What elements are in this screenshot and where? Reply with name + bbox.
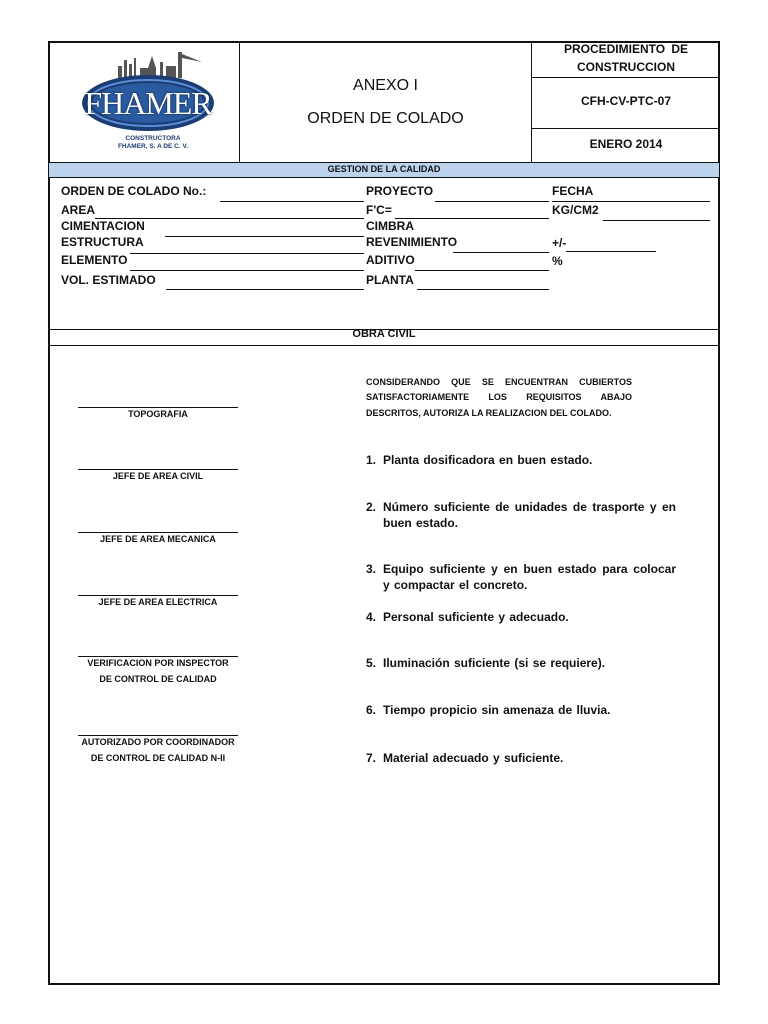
- field-line-proyecto[interactable]: [435, 201, 549, 202]
- annex-title: ANEXO I: [353, 77, 418, 94]
- field-line-revenimiento[interactable]: [453, 252, 549, 253]
- field-label-revenimiento: REVENIMIENTO: [366, 235, 458, 249]
- field-line-cimentacion[interactable]: [165, 236, 364, 237]
- checklist-text: Tiempo propicio sin amenaza de lluvia.: [383, 703, 611, 717]
- field-line-area[interactable]: [95, 218, 364, 219]
- field-label-fc: F'C=: [366, 203, 392, 217]
- field-label-percent: %: [552, 254, 563, 268]
- intro-line-3: DESCRITOS, AUTORIZA LA REALIZACION DEL COLADO.: [366, 408, 612, 418]
- signature-label-inspector-1: VERIFICACION POR INSPECTOR: [87, 658, 229, 668]
- field-line-elemento[interactable]: [130, 270, 364, 271]
- procedure-label-2: CONSTRUCCION: [577, 60, 675, 74]
- field-label-estructura: ESTRUCTURA: [61, 235, 144, 249]
- signature-label-mecanica: JEFE DE AREA MECANICA: [100, 534, 216, 544]
- checklist-number: 1.: [366, 453, 377, 467]
- checklist-number: 7.: [366, 751, 377, 765]
- checklist-number: 4.: [366, 610, 377, 624]
- field-line-estructura[interactable]: [130, 253, 364, 254]
- field-label-proyecto: PROYECTO: [366, 184, 434, 198]
- document-date: ENERO 2014: [589, 137, 663, 151]
- quality-band-title: GESTION DE LA CALIDAD: [327, 164, 441, 174]
- company-logo: [78, 48, 238, 158]
- logo-wordmark: FHAMER: [84, 85, 212, 121]
- document-title: ORDEN DE COLADO: [307, 110, 464, 127]
- signature-label-inspector-2: DE CONTROL DE CALIDAD: [99, 674, 217, 684]
- field-label-vol-estimado: VOL. ESTIMADO: [61, 273, 156, 287]
- logo-subtitle-2: FHAMER, S. A DE C. V.: [117, 143, 189, 150]
- field-label-cimentacion: CIMENTACION: [61, 219, 145, 233]
- signature-line-mecanica[interactable]: [78, 532, 238, 533]
- field-label-aditivo: ADITIVO: [366, 253, 415, 267]
- checklist-item-2: [366, 499, 676, 531]
- header-divider-1: [239, 42, 240, 162]
- checklist-number: 3.: [366, 562, 377, 576]
- signature-line-coordinador[interactable]: [78, 735, 238, 736]
- signature-line-electrica[interactable]: [78, 595, 238, 596]
- signature-label-coordinador-2: DE CONTROL DE CALIDAD N-II: [90, 753, 226, 763]
- signature-label-civil: JEFE DE AREA CIVIL: [112, 471, 204, 481]
- checklist-text: Planta dosificadora en buen estado.: [383, 453, 593, 467]
- checklist-item-5: [366, 655, 676, 671]
- field-line-vol-estimado[interactable]: [166, 289, 364, 290]
- signature-label-topografia: TOPOGRAFIA: [128, 409, 188, 419]
- signature-line-topografia[interactable]: [78, 407, 238, 408]
- signature-label-coordinador-1: AUTORIZADO POR COORDINADOR: [81, 737, 235, 747]
- header-right-divider-a: [531, 77, 719, 78]
- section-title: OBRA CIVIL: [352, 328, 416, 340]
- checklist-number: 2.: [366, 500, 377, 514]
- checklist-item-3: [366, 561, 676, 593]
- signature-label-electrica: JEFE DE AREA ELECTRICA: [98, 597, 218, 607]
- field-label-elemento: ELEMENTO: [61, 253, 128, 267]
- checklist-item-6: [366, 702, 676, 718]
- field-line-fc[interactable]: [395, 218, 549, 219]
- checklist-text: Material adecuado y suficiente.: [383, 751, 564, 765]
- intro-line-2: SATISFACTORIAMENTE LOS REQUISITOS ABAJO: [366, 392, 632, 402]
- checklist-text: Número suficiente de unidades de trasporte y en buen estado.: [383, 500, 676, 530]
- field-line-aditivo[interactable]: [415, 270, 549, 271]
- field-line-planta[interactable]: [417, 289, 549, 290]
- checklist-text: Personal suficiente y adecuado.: [383, 610, 569, 624]
- section-line-bottom: [49, 345, 719, 346]
- checklist-item-7: [366, 750, 676, 766]
- field-label-planta: PLANTA: [366, 273, 414, 287]
- signature-line-civil[interactable]: [78, 469, 238, 470]
- field-line-fecha[interactable]: [552, 201, 710, 202]
- checklist-number: 5.: [366, 656, 377, 670]
- procedure-label-1: PROCEDIMIENTO DE: [563, 42, 689, 56]
- signature-line-inspector[interactable]: [78, 656, 238, 657]
- intro-line-1: CONSIDERANDO QUE SE ENCUENTRAN CUBIERTOS: [366, 377, 632, 387]
- logo-subtitle-1: CONSTRUCTORA: [125, 135, 181, 142]
- field-label-fecha: FECHA: [552, 184, 594, 198]
- field-line-order-no[interactable]: [220, 201, 364, 202]
- checklist-item-1: [366, 452, 676, 468]
- checklist-text: Equipo suficiente y en buen estado para colocar y compactar el concreto.: [383, 562, 676, 592]
- field-label-order-no: ORDEN DE COLADO No.:: [61, 184, 207, 198]
- field-label-tolerance: +/-: [552, 236, 567, 250]
- field-label-area: AREA: [61, 203, 96, 217]
- field-label-cimbra: CIMBRA: [366, 219, 414, 233]
- field-line-tolerance[interactable]: [566, 251, 656, 252]
- document-code: CFH-CV-PTC-07: [580, 94, 671, 108]
- checklist-number: 6.: [366, 703, 377, 717]
- field-line-kgcm2[interactable]: [603, 220, 710, 221]
- checklist-text: Iluminación suficiente (si se requiere).: [383, 656, 606, 670]
- checklist-item-4: [366, 609, 676, 625]
- field-label-kgcm2: KG/CM2: [552, 203, 599, 217]
- header-right-divider-b: [531, 128, 719, 129]
